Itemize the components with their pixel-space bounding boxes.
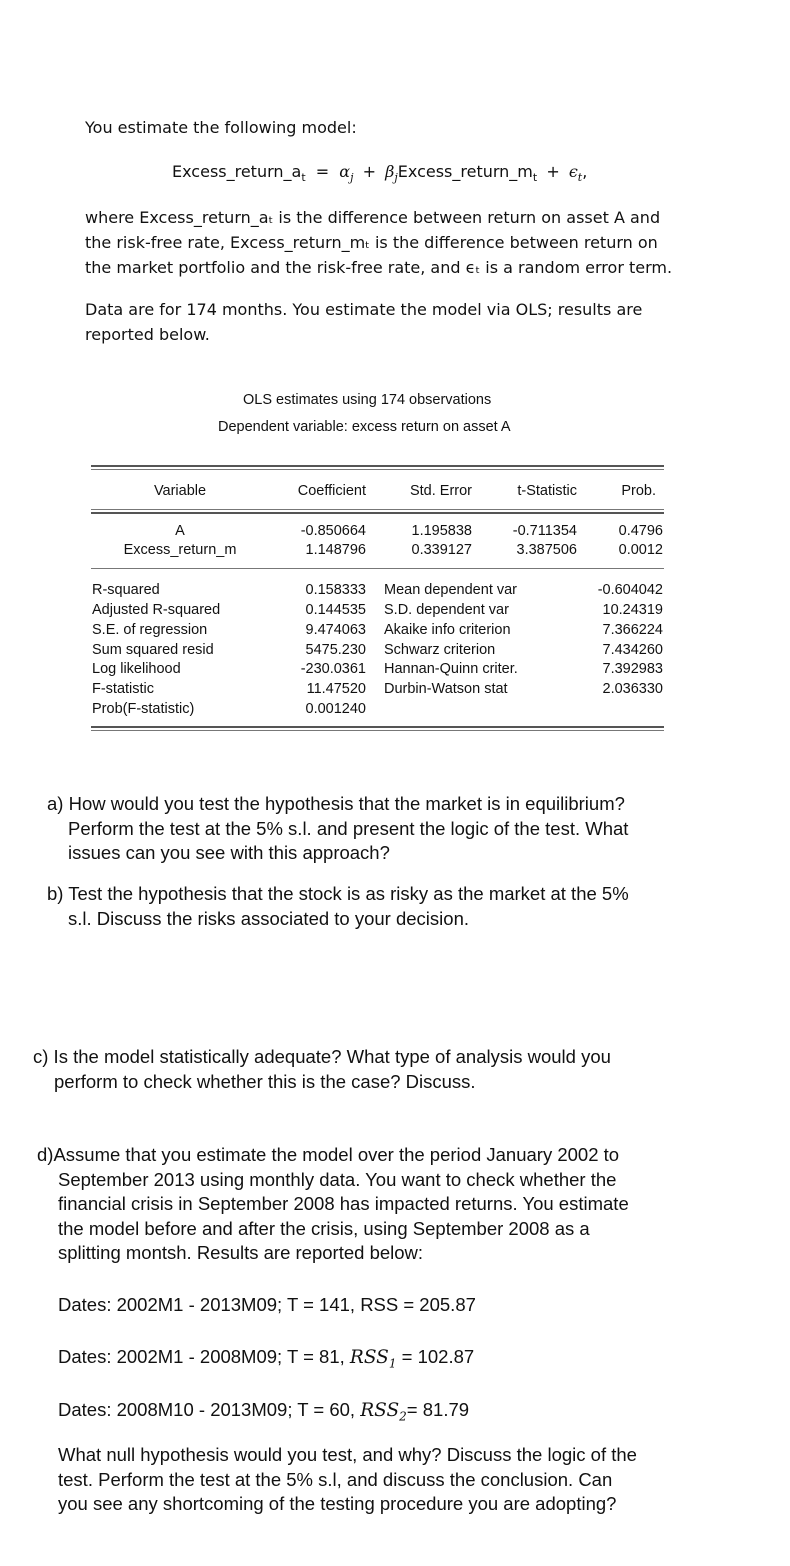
question-b (47, 882, 629, 931)
stat-label: S.E. of regression (92, 622, 208, 638)
question-d-line: the model before and after the crisis, using September 2008 as a (58, 1217, 590, 1239)
col-header-stderror: Std. Error (409, 483, 472, 499)
data-line: Data are for 174 months. You estimate the model via OLS; results are (85, 300, 643, 319)
question-a-line: issues can you see with this approach? (68, 842, 390, 863)
rss2-sub: 2 (399, 1409, 407, 1424)
eq-alpha: α (339, 162, 351, 181)
cell-tstatistic: -0.711354 (512, 523, 577, 539)
table-rule-header (91, 509, 664, 510)
stat-label: Schwarz criterion (384, 642, 496, 658)
stat-label: Prob(F-statistic) (92, 701, 195, 717)
final-question-line: you see any shortcoming of the testing procedure you are adopting? (58, 1493, 617, 1514)
eq-alpha-sub: j (350, 171, 354, 185)
stat-value: 5475.230 (305, 642, 366, 658)
stat-value: 11.47520 (306, 681, 366, 697)
final-question (58, 1443, 637, 1517)
table-rule-bottom-2 (91, 730, 664, 731)
eq-rhs-sub: t (532, 171, 538, 185)
stat-value: 0.158333 (305, 582, 366, 598)
cell-coefficient: 1.148796 (305, 542, 366, 558)
stat-label: Adjusted R-squared (92, 602, 221, 618)
cell-tstatistic: 3.387506 (516, 542, 577, 558)
rss1-sub: 1 (388, 1356, 397, 1371)
dates-line-full: Dates: 2002M1 - 2013M09; T = 141, RSS = 205.87 (58, 1294, 476, 1315)
data-line: reported below. (85, 325, 210, 344)
table-rule-bottom (91, 726, 664, 728)
stat-label: F-statistic (92, 681, 155, 697)
stat-label: Log likelihood (92, 661, 181, 677)
question-a-line: Perform the test at the 5% s.l. and present the logic of the test. What (68, 817, 629, 839)
eq-lhs: Excess_return_a (172, 162, 302, 181)
eq-epsilon-sub: t (577, 171, 583, 185)
cell-variable: Excess_return_m (123, 542, 237, 558)
cell-prob: 0.4796 (618, 523, 663, 539)
eq-beta-sub: j (394, 171, 398, 185)
where-paragraph (85, 205, 685, 280)
stat-label: Sum squared resid (92, 642, 214, 658)
stat-label: Mean dependent var (384, 582, 518, 598)
cell-coefficient: -0.850664 (300, 523, 366, 539)
stat-label: Durbin-Watson stat (384, 681, 508, 697)
stat-value: 0.001240 (305, 701, 366, 717)
stat-label: Hannan-Quinn criter. (384, 661, 518, 677)
stat-value: -0.604042 (597, 582, 663, 598)
col-header-tstatistic: t-Statistic (517, 483, 577, 499)
stat-value: -230.0361 (300, 661, 366, 677)
stat-label: Akaike info criterion (384, 622, 511, 638)
question-d-line: September 2013 using monthly data. You want to check whether the (58, 1168, 617, 1190)
intro-lead: You estimate the following model: (85, 118, 357, 137)
question-c-line: perform to check whether this is the case? Discuss. (54, 1070, 476, 1092)
question-d-line: splitting montsh. Results are reported below: (58, 1242, 424, 1263)
where-line: the market portfolio and the risk-free rate, and ϵₜ is a random error term. (85, 258, 673, 277)
question-d-line: financial crisis in September 2008 has impacted returns. You estimate (58, 1193, 629, 1214)
rss1-label: RSS (349, 1347, 389, 1368)
question-a (47, 792, 628, 866)
dates-line-post: Dates: 2008M10 - 2013M09; T = 60, $RSS_2= 81.79$ (58, 1399, 470, 1424)
where-line: the risk-free rate, Excess_return_mₜ is the difference between return on (85, 233, 658, 252)
data-paragraph (85, 297, 685, 347)
model-equation (172, 162, 587, 184)
eq-tail: , (582, 162, 588, 181)
cell-stderror: 0.339127 (411, 542, 472, 558)
where-line: where Excess_return_aₜ is the difference between return on asset A and (85, 208, 661, 227)
dates-line-pre: Dates: 2002M1 - 2008M09; T = 81, $RSS_1 = 102.87$ (58, 1346, 475, 1371)
stat-value: 7.392983 (602, 661, 663, 677)
stat-label: S.D. dependent var (384, 602, 509, 618)
question-b-line: s.l. Discuss the risks associated to your decision. (68, 907, 469, 929)
col-header-variable: Variable (153, 483, 207, 499)
stat-value: 10.24319 (602, 602, 663, 618)
stat-value: 7.366224 (602, 622, 663, 638)
stat-value: 2.036330 (602, 681, 663, 697)
col-header-prob: Prob. (621, 483, 656, 499)
eq-equals: = (315, 162, 330, 181)
table-rule-mid (91, 568, 664, 569)
eq-epsilon: ϵ (568, 162, 578, 181)
stat-value: 7.434260 (602, 642, 663, 658)
table-rule-header-2 (91, 512, 664, 514)
final-question-line: test. Perform the test at the 5% s.l, and discuss the conclusion. Can (58, 1468, 613, 1490)
eq-beta: β (385, 162, 395, 181)
question-d (37, 1143, 629, 1266)
stat-value: 0.144535 (305, 602, 366, 618)
eq-plus-1: + (362, 162, 376, 181)
rss2-label: RSS (360, 1400, 400, 1421)
cell-variable: A (175, 523, 185, 539)
table-caption-1: OLS estimates using 174 observations (243, 392, 492, 408)
question-d-line: d)Assume that you estimate the model over the period January 2002 to (37, 1144, 620, 1165)
question-c-line: c) Is the model statistically adequate? What type of analysis would you (33, 1046, 611, 1067)
table-rule-top (91, 465, 664, 467)
question-c (33, 1045, 611, 1094)
table-caption-2: Dependent variable: excess return on asset A (218, 419, 511, 435)
question-a-line: a) How would you test the hypothesis that the market is in equilibrium? (47, 793, 625, 814)
question-b-line: b) Test the hypothesis that the stock is as risky as the market at the 5% (47, 883, 629, 904)
eq-lhs-sub: t (301, 171, 306, 185)
cell-prob: 0.0012 (618, 542, 663, 558)
final-question-line: What null hypothesis would you test, and why? Discuss the logic of the (58, 1444, 637, 1465)
eq-rhs-var: Excess_return_m (397, 162, 533, 181)
cell-stderror: 1.195838 (411, 523, 472, 539)
table-rule-top-2 (91, 469, 664, 470)
col-header-coefficient: Coefficient (297, 483, 366, 499)
stat-value: 9.474063 (305, 622, 366, 638)
eq-plus-2: + (546, 162, 560, 181)
stat-label: R-squared (92, 582, 160, 598)
